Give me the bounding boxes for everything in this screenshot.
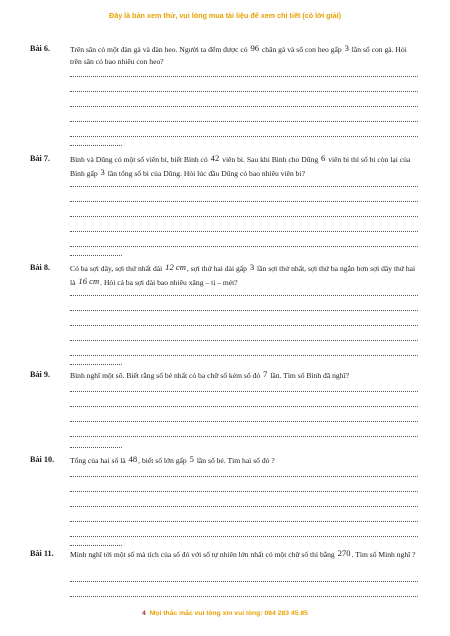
- answer-line: [70, 490, 418, 492]
- answer-line: [70, 200, 418, 202]
- answer-line-short: [70, 446, 122, 448]
- problem-label: Bài 10.: [30, 455, 55, 464]
- problem-label: Bài 7.: [30, 154, 51, 163]
- answer-line: [70, 580, 418, 582]
- text-segment: lần số con gà. Hỏi trên sân có bao nhiêu con heo?: [70, 45, 407, 66]
- text-segment: Trên sân có một đàn gà và đàn heo. Người ta đếm được có: [70, 45, 248, 54]
- text-segment: lần sợi thứ nhất, sợi thứ ba ngắn hơn sợi dây thứ hai là: [70, 264, 416, 287]
- math-number: 7: [263, 369, 268, 379]
- math-number: 3: [344, 43, 349, 53]
- math-number: 6: [321, 153, 326, 163]
- answer-line: [70, 324, 418, 326]
- text-segment: lần tổng số bi của Dũng. Hỏi lúc đầu Dũng có bao nhiêu viên bi?: [107, 169, 305, 178]
- problem-text: [70, 261, 420, 289]
- footer-contact: Mọi thắc mắc vui lòng xin vui lòng: 084 283 45 85: [149, 610, 308, 617]
- problem-text: [70, 368, 420, 382]
- answer-line: [70, 90, 418, 92]
- problem-label: Bài 11.: [30, 549, 54, 558]
- answer-line-short: [70, 363, 122, 365]
- answer-line: [70, 309, 418, 311]
- answer-line: [70, 505, 418, 507]
- problem-text: [70, 42, 420, 68]
- text-segment: . Hỏi cả ba sợi dài bao nhiêu xăng – ti – mét?: [100, 278, 238, 287]
- answer-line: [70, 245, 418, 247]
- answer-line: [70, 135, 418, 137]
- answer-line: [70, 595, 418, 597]
- math-number: 270: [337, 548, 351, 558]
- page-footer: [0, 610, 450, 617]
- text-segment: lần. Tìm số Bình đã nghĩ?: [270, 371, 349, 380]
- answer-line: [70, 339, 418, 341]
- problem-label: Bài 9.: [30, 370, 51, 379]
- text-segment: Bình và Dũng có một số viên bi, biết Bình có: [70, 155, 208, 164]
- answer-line: [70, 230, 418, 232]
- preview-banner: Đây là bản xem thử, vui lòng mua tài liệu để xem chi tiết (có lời giải): [109, 11, 341, 20]
- math-length: 12 cm: [165, 262, 186, 272]
- page-number: 4: [142, 610, 146, 617]
- problem-text: [70, 453, 420, 467]
- answer-line-short: [70, 544, 122, 546]
- answer-line: [70, 390, 418, 392]
- problem-label: Bài 6.: [30, 44, 51, 53]
- text-segment: , sợi thứ hai dài gấp: [186, 264, 247, 273]
- answer-line: [70, 105, 418, 107]
- text-segment: . Tìm số Minh nghĩ ?: [351, 550, 416, 559]
- math-number: 96: [250, 43, 260, 53]
- answer-line: [70, 405, 418, 407]
- problem-text: [70, 152, 420, 180]
- problem-text: [70, 547, 420, 561]
- answer-line-short: [70, 254, 122, 256]
- text-segment: , biết số lớn gấp: [138, 456, 187, 465]
- problem-label: Bài 8.: [30, 263, 51, 272]
- answer-line: [70, 294, 418, 296]
- math-number: 42: [210, 153, 220, 163]
- math-number: 5: [189, 454, 194, 464]
- answer-line: [70, 435, 418, 437]
- answer-line: [70, 535, 418, 537]
- text-segment: Minh nghĩ tới một số mà tích của số đó với số tự nhiên lớn nhất có một chữ số thì bằng: [70, 550, 335, 559]
- text-segment: viên bi thì số bi còn lại của Bình gấp: [70, 155, 411, 178]
- text-segment: chân gà và số con heo gấp: [261, 45, 342, 54]
- answer-line: [70, 475, 418, 477]
- text-segment: lần số bé. Tìm hai số đó ?: [196, 456, 275, 465]
- math-number: 3: [100, 167, 105, 177]
- text-segment: Có ba sợi dây, sợi thứ nhất dài: [70, 264, 163, 273]
- math-number: 48: [128, 454, 138, 464]
- answer-line-short: [70, 144, 122, 146]
- math-number: 3: [249, 262, 255, 272]
- text-segment: Tổng của hai số là: [70, 456, 126, 465]
- answer-line: [70, 185, 418, 187]
- answer-line: [70, 520, 418, 522]
- answer-line: [70, 354, 418, 356]
- text-segment: viên bi. Sau khi Bình cho Dũng: [222, 155, 319, 164]
- answer-line: [70, 215, 418, 217]
- answer-line: [70, 120, 418, 122]
- answer-line: [70, 75, 418, 77]
- answer-line: [70, 420, 418, 422]
- text-segment: Bình nghĩ một số. Biết rằng số bé nhất có ba chữ số kém số đó: [70, 371, 261, 380]
- math-length: 16 cm: [78, 276, 100, 286]
